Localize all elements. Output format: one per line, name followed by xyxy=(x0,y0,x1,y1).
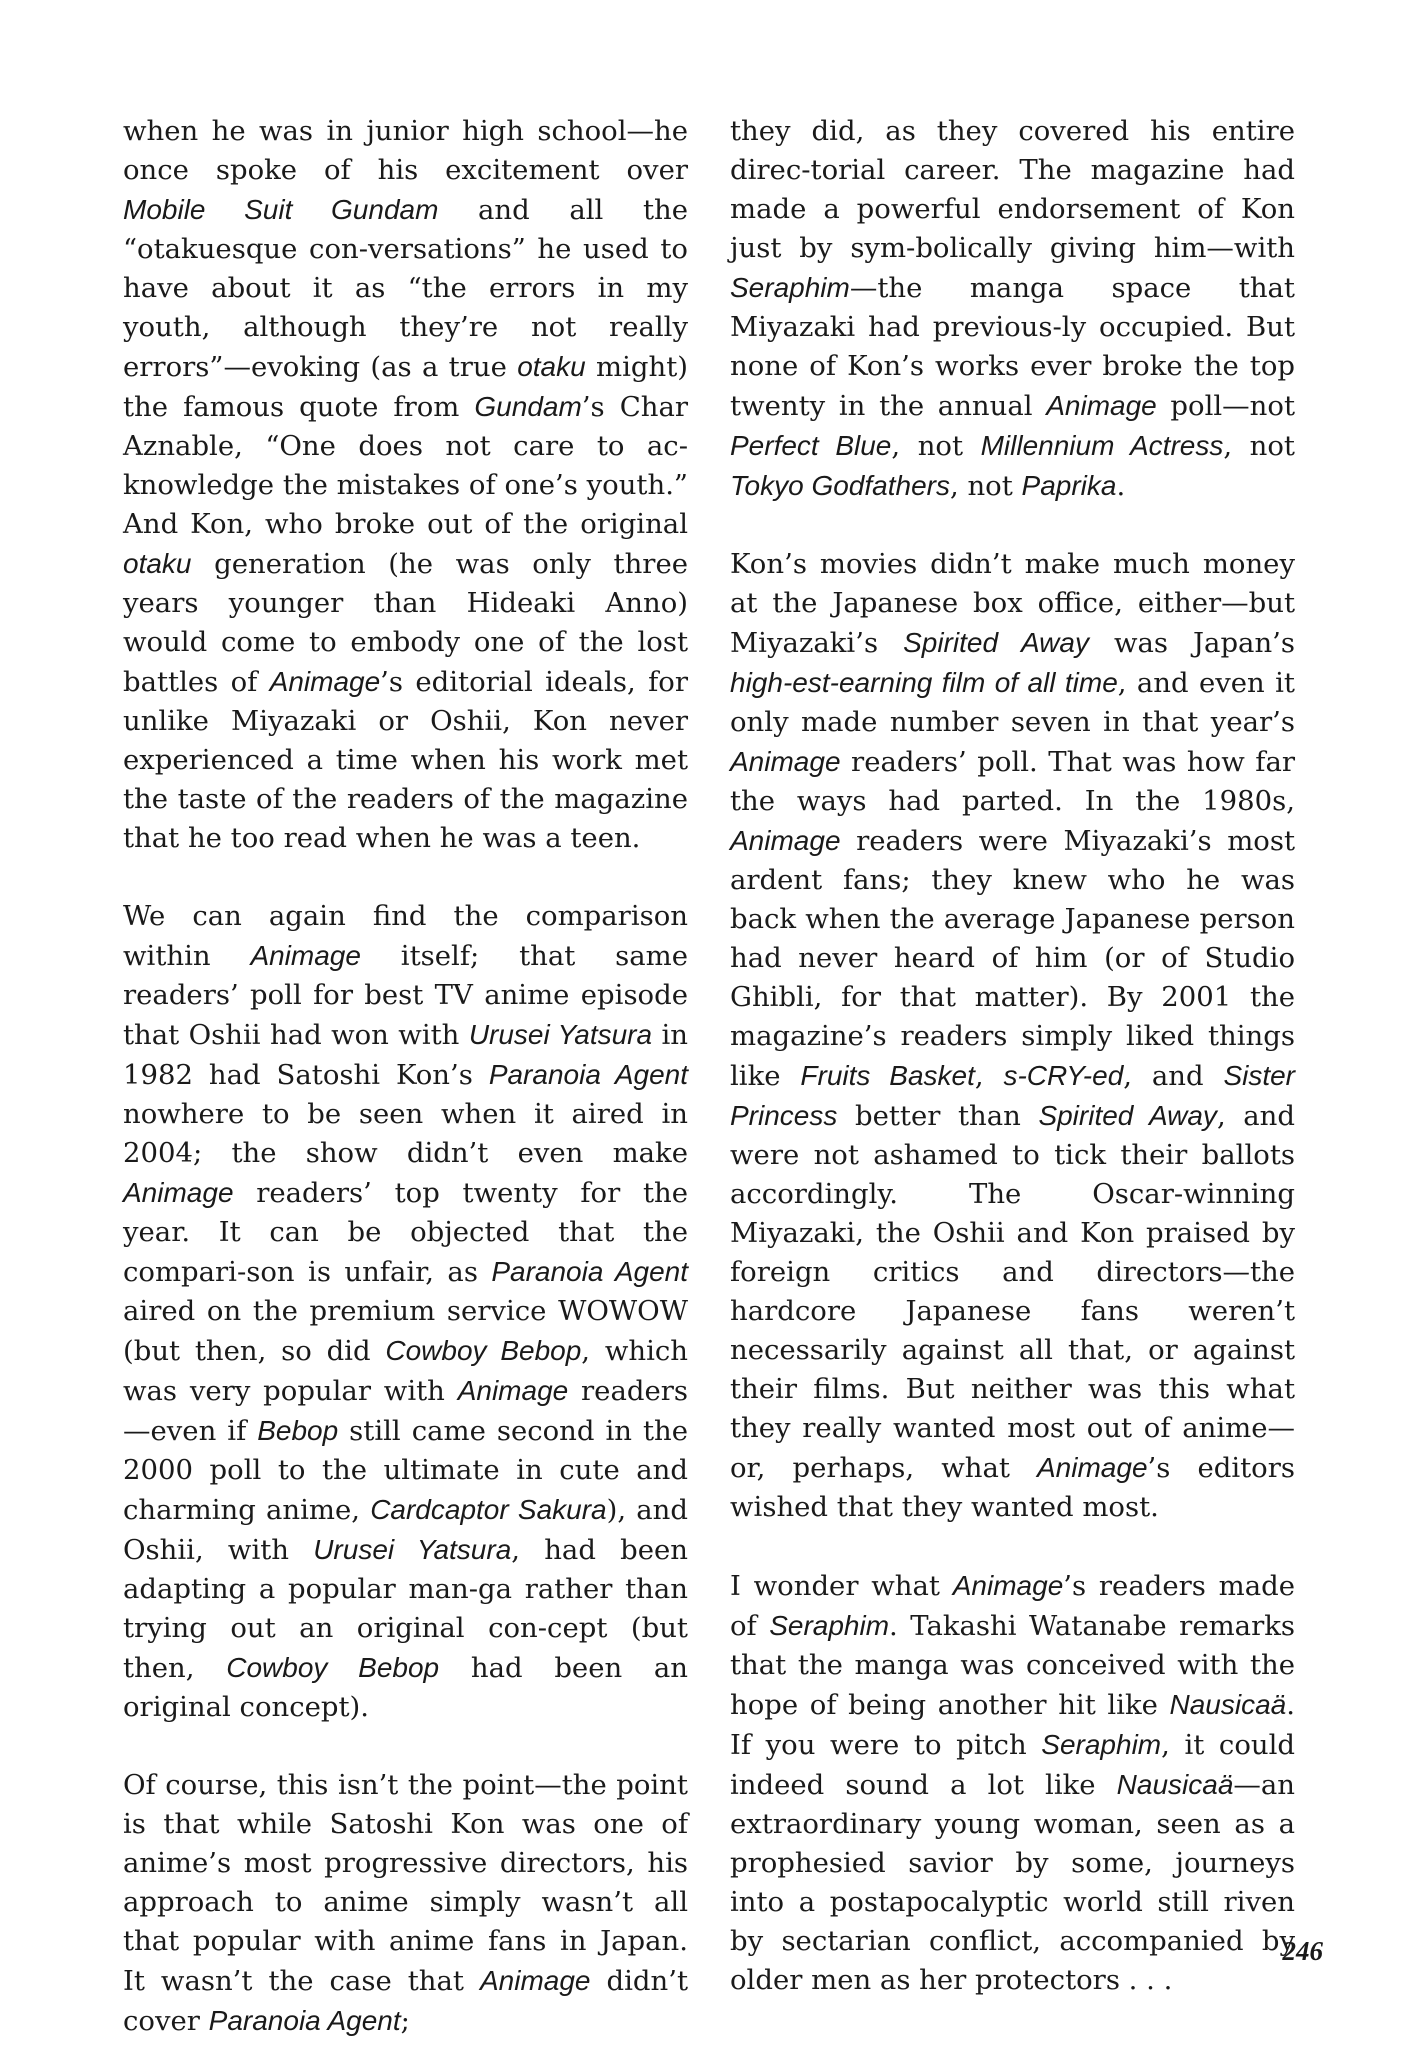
italic-title: Animage xyxy=(123,1177,234,1208)
italic-title: Animage xyxy=(269,666,381,697)
text-run: they did, as they covered his entire direc-torial career. The magazine had made a powerful endorsement of Kon just by sym-bolically giving him—with xyxy=(730,115,1295,264)
italic-title: otaku xyxy=(123,548,192,579)
text-run: readers—even if xyxy=(123,1375,688,1447)
text-run: still came second in the 2000 poll to the ultimate in cute and charming anime, xyxy=(123,1415,688,1526)
text-run: had been an original concept). xyxy=(123,1652,689,1723)
italic-title: Sister Princess xyxy=(730,1060,1296,1131)
text-run: poll—not xyxy=(1156,390,1296,422)
text-run: . Takashi Watanabe remarks that the manga was conceived with the hope of being another hit like xyxy=(730,1610,1295,1721)
italic-title: Seraphim xyxy=(1041,1729,1162,1760)
text-run: when he was in junior high school—he once spoke of his excitement over xyxy=(123,115,688,186)
text-run: , and were not ashamed to tick their ballots accordingly. The Oscar-winning Miyazaki, the Oshii and Kon praised by foreign critics and directors—the hardcore Japanese fans weren’t necessarily against all that, or against their films. But neither was this what they really wanted most out of anime—or, perhaps, what xyxy=(730,1100,1295,1484)
text-run: and all the “otakuesque con-versations” he used to have about it as “the errors in my youth, although they’re not really errors”—evoking (as a true xyxy=(123,194,688,383)
italic-title: Animage xyxy=(457,1375,569,1406)
italic-title: Paranoia Agent xyxy=(488,1059,688,1090)
paragraph xyxy=(123,1766,688,2041)
paragraph xyxy=(730,545,1295,1527)
text-run: , it could indeed sound a lot like xyxy=(730,1729,1295,1801)
italic-title: Animage xyxy=(1037,1452,1148,1483)
text-run: better than xyxy=(837,1100,1039,1132)
italic-title: Urusei Yatsura xyxy=(313,1534,512,1565)
italic-title: s-CRY-ed xyxy=(1003,1060,1124,1091)
italic-title: Cardcaptor Sakura xyxy=(370,1494,607,1525)
text-run: ’s editorial ideals, for unlike Miyazaki or Oshii, Kon never experienced a time when his work met the taste of the readers of the magazine that he too read when he was a teen. xyxy=(123,666,688,854)
italic-title: high-est-earning film of all time xyxy=(730,667,1118,698)
paragraph xyxy=(730,1566,1295,2000)
text-run: ’s editors wished that they wanted most. xyxy=(730,1452,1296,1523)
text-run: didn’t cover xyxy=(123,1965,689,2037)
italic-title: Nausicaä xyxy=(1169,1689,1287,1720)
text-run: , xyxy=(974,1060,1004,1092)
italic-title: Gundam xyxy=(474,391,582,422)
paragraph xyxy=(123,112,688,858)
text-run: aired on the premium service WOWOW (but then, so did xyxy=(123,1295,688,1367)
text-run: . If you were to pitch xyxy=(730,1689,1295,1761)
text-run: was Japan’s xyxy=(1088,627,1296,659)
text-run: readers’ top twenty for the year. It can be objected that the compari-son is unfair, as xyxy=(123,1177,688,1288)
italic-title: Paprika xyxy=(1021,470,1117,501)
italic-title: Animage xyxy=(730,825,841,856)
right-text-column xyxy=(730,112,1295,2000)
left-text-column xyxy=(123,112,688,2041)
text-run: Kon’s movies didn’t make much money at the Japanese box office, either—but Miyazaki’s xyxy=(730,548,1295,659)
italic-title: Animage xyxy=(730,746,841,777)
text-run: , and xyxy=(1123,1060,1224,1092)
text-run: generation (he was only three years younger than Hideaki Anno) would come to embody one of the lost battles of xyxy=(123,548,688,698)
italic-title: Animage xyxy=(250,940,361,971)
text-run: readers were Miyazaki’s most ardent fans; they knew who he was back when the average Japanese person had never heard of him (or of Studio Ghibli, for that matter). By 2001 the magazine’s readers simply liked things like xyxy=(730,825,1295,1092)
text-run: , and even it only made number seven in that year’s xyxy=(730,667,1295,738)
text-run: ’s Char Aznable, “One does not care to ac-knowledge the mistakes of one’s youth.” And Kon, who broke out of the original xyxy=(123,391,689,540)
text-run: , had been adapting a popular man-ga rather than trying out an original con-cept (but then, xyxy=(123,1534,688,1684)
italic-title: Cowboy Bebop xyxy=(226,1652,440,1683)
italic-title: Spirited Away xyxy=(903,627,1089,658)
italic-title: Nausicaä xyxy=(1116,1769,1234,1800)
italic-title: Paranoia Agent xyxy=(491,1256,689,1287)
text-run: , not xyxy=(1223,430,1295,462)
text-run: itself; that same readers’ poll for best TV anime episode that Oshii had won with xyxy=(123,940,688,1051)
italic-title: otaku xyxy=(517,351,586,382)
text-run: in 1982 had Satoshi Kon’s xyxy=(123,1019,688,1091)
italic-title: Paranoia Agent xyxy=(208,2005,401,2036)
text-run: ’s readers made of xyxy=(730,1570,1295,1642)
text-run: , not xyxy=(949,470,1022,502)
italic-title: Millennium Actress xyxy=(980,430,1224,461)
italic-title: Seraphim xyxy=(769,1610,890,1641)
italic-title: Animage xyxy=(1046,390,1157,421)
text-run: ; xyxy=(400,2005,410,2037)
text-run: I wonder what xyxy=(730,1570,953,1602)
text-run: . xyxy=(1116,470,1126,502)
text-run: readers’ poll. That was how far the ways had parted. In the 1980s, xyxy=(730,746,1295,817)
paragraph xyxy=(123,897,688,1727)
text-run: , not xyxy=(891,430,981,462)
text-run: We can again find the comparison within xyxy=(123,900,688,972)
italic-title: Seraphim xyxy=(730,272,850,303)
text-run: , which was very popular with xyxy=(123,1335,688,1407)
italic-title: Mobile Suit Gundam xyxy=(123,194,439,225)
italic-title: Animage xyxy=(952,1570,1064,1601)
italic-title: Tokyo Godfathers xyxy=(730,470,950,501)
page-number: 246 xyxy=(1282,1936,1323,1966)
text-run: nowhere to be seen when it aired in 2004; the show didn’t even make xyxy=(123,1098,688,1169)
italic-title: Fruits Basket xyxy=(800,1060,975,1091)
text-run: ), and Oshii, with xyxy=(123,1494,688,1566)
italic-title: Spirited Away xyxy=(1038,1100,1217,1131)
italic-title: Animage xyxy=(479,1965,591,1996)
text-run: —the manga space that Miyazaki had previous-ly occupied. But none of Kon’s works ever broke the top twenty in the annual xyxy=(730,272,1295,422)
italic-title: Bebop xyxy=(257,1415,339,1446)
text-run: —an extraordinary young woman, seen as a prophesied savior by some, journeys into a postapocalyptic world still riven by sectarian conflict, accompanied by older men as her protectors . . . xyxy=(730,1769,1295,1996)
italic-title: Cowboy Bebop xyxy=(385,1335,582,1366)
text-run: Of course, this isn’t the point—the point is that while Satoshi Kon was one of anime’s most progressive directors, his approach to anime simply wasn’t all that popular with anime fans in Japan. It wasn’t the case that xyxy=(123,1769,688,1997)
italic-title: Urusei Yatsura xyxy=(468,1019,653,1050)
italic-title: Perfect Blue xyxy=(730,430,892,461)
paragraph xyxy=(730,112,1295,506)
text-run: might) the famous quote from xyxy=(123,351,688,423)
